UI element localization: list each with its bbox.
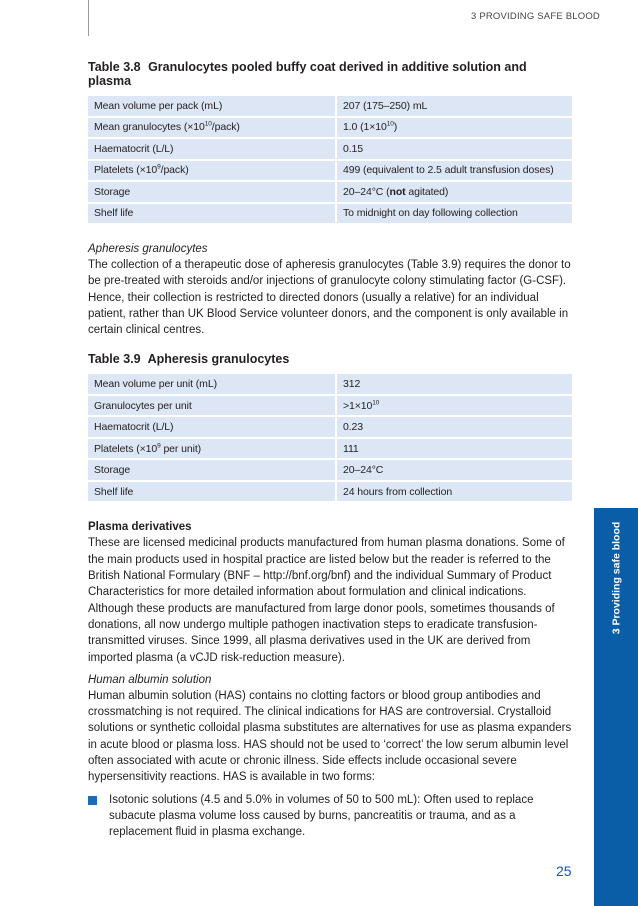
table-3-9	[88, 372, 572, 503]
table-cell-value: 0.15	[337, 139, 572, 159]
table-cell-value	[337, 182, 572, 202]
table-row	[88, 161, 572, 181]
table-3-9-title	[88, 352, 572, 366]
table-3-9-label: Table 3.9	[88, 352, 141, 367]
table-cell-value: 499 (equivalent to 2.5 adult transfusion doses)	[337, 161, 572, 181]
table-row	[88, 182, 572, 202]
table-cell-key: Storage	[88, 182, 337, 202]
cell-superscript: 9	[157, 442, 161, 450]
cell-text: /pack)	[211, 121, 240, 134]
table-row	[88, 460, 572, 480]
cell-text: Platelets (×10	[94, 442, 158, 455]
cell-text: Mean granulocytes (×10	[94, 121, 205, 134]
table-cell-value: 20–24°C	[337, 460, 572, 480]
table-cell-key: Mean volume per pack (mL)	[88, 96, 337, 116]
table-cell-value	[337, 118, 572, 138]
list-item	[88, 792, 572, 841]
apheresis-body: The collection of a therapeutic dose of apheresis granulocytes (Table 3.9) requires the donor to be pre-treated with steroids and/or injections of granulocyte colony stimulating factor (G-CSF). Hence, their collection is restricted to directed donors (usually a relative) for an individual patient, rather than UK Blood Service volunteer donors, and the component is only available in certain clinical centres.	[88, 259, 571, 337]
table-3-8-caption: Granulocytes pooled buffy coat derived in additive solution and plasma	[88, 60, 527, 88]
cell-text: 20–24°C (	[343, 185, 390, 198]
table-3-8-title	[88, 60, 572, 88]
table-row	[88, 439, 572, 459]
cell-text: agitated)	[405, 185, 449, 198]
table-cell-value	[337, 396, 572, 416]
cell-superscript: 10	[386, 120, 394, 128]
table-row	[88, 417, 572, 437]
table-cell-value: To midnight on day following collection	[337, 204, 572, 224]
page-content	[88, 60, 572, 841]
table-cell-value: 0.23	[337, 417, 572, 437]
cell-superscript: 10	[204, 120, 212, 128]
table-row	[88, 204, 572, 224]
cell-text: >1×10	[343, 399, 373, 412]
list-item-text: Isotonic solutions (4.5 and 5.0% in volumes of 50 to 500 mL): Often used to replace subacute plasma volume loss caused by burns, pancreatitis or trauma, and as a replacement fluid in plasma exchange.	[109, 793, 534, 839]
page-number: 25	[556, 863, 572, 879]
table-cell-key: Mean volume per unit (mL)	[88, 374, 337, 394]
table-cell-value: 111	[337, 439, 572, 459]
cell-text: )	[393, 121, 398, 134]
table-cell-key: Shelf life	[88, 482, 337, 502]
table-cell-key	[88, 161, 337, 181]
albumin-heading: Human albumin solution	[88, 673, 212, 686]
table-cell-key: Granulocytes per unit	[88, 396, 337, 416]
chapter-side-tab-text: 3 Providing safe blood	[610, 521, 623, 635]
cell-bold-text: not	[389, 185, 406, 198]
running-head: 3 PROVIDING SAFE BLOOD	[471, 11, 600, 22]
table-cell-key: Haematocrit (L/L)	[88, 139, 337, 159]
square-bullet-icon	[88, 796, 97, 805]
table-cell-value: 312	[337, 374, 572, 394]
table-cell-key: Shelf life	[88, 204, 337, 224]
albumin-body: Human albumin solution (HAS) contains no clotting factors or blood group antibodies and crossmatching is not required. The clinical indications for HAS are controversial. Crystalloid solutions or synthetic colloidal plasma substitutes are alternatives for use as plasma expanders in acute blood or plasma loss. HAS should not be used to ‘correct’ the low serum albumin level often associated with acute or chronic illness. Side effects include occasional severe hypersensitivity reactions. HAS is available in two forms:	[88, 689, 572, 784]
table-3-8	[88, 94, 572, 225]
table-row	[88, 96, 572, 116]
cell-text: per unit)	[160, 442, 202, 455]
table-3-9-caption: Apheresis granulocytes	[147, 352, 290, 367]
table-3-8-label: Table 3.8	[88, 60, 141, 74]
table-cell-key: Haematocrit (L/L)	[88, 417, 337, 437]
table-cell-key: Storage	[88, 460, 337, 480]
table-cell-key	[88, 118, 337, 138]
apheresis-heading: Apheresis granulocytes	[88, 243, 208, 255]
table-cell-key	[88, 439, 337, 459]
table-row	[88, 374, 572, 394]
table-cell-value: 24 hours from collection	[337, 482, 572, 502]
cell-superscript: 9	[157, 163, 161, 171]
cell-superscript: 10	[372, 399, 380, 407]
cell-text: Platelets (×10	[94, 164, 158, 177]
table-row	[88, 482, 572, 502]
cell-text: 1.0 (1×10	[343, 121, 387, 134]
plasma-derivatives-body: These are licensed medicinal products manufactured from human plasma donations. Some of the main products used in hospital practice are listed below but the reader is referred to the British National Formulary (BNF – http://bnf.org/bnf) and the individual Summary of Product Characteristics for more detailed information about formulation and clinical indications. Although these products are manufactured from large donor pools, sometimes thousands of donations, all now undergo multiple pathogen inactivation steps to eradicate transfusion-transmitted viruses. Since 1999, all plasma derivatives used in the UK are derived from imported plasma (a vCJD risk-reduction measure).	[88, 537, 565, 664]
cell-text: /pack)	[160, 164, 189, 177]
table-row	[88, 118, 572, 138]
table-row	[88, 139, 572, 159]
table-row	[88, 396, 572, 416]
chapter-side-tab-label	[594, 508, 638, 648]
table-cell-value: 207 (175–250) mL	[337, 96, 572, 116]
plasma-derivatives-heading: Plasma derivatives	[88, 521, 192, 534]
